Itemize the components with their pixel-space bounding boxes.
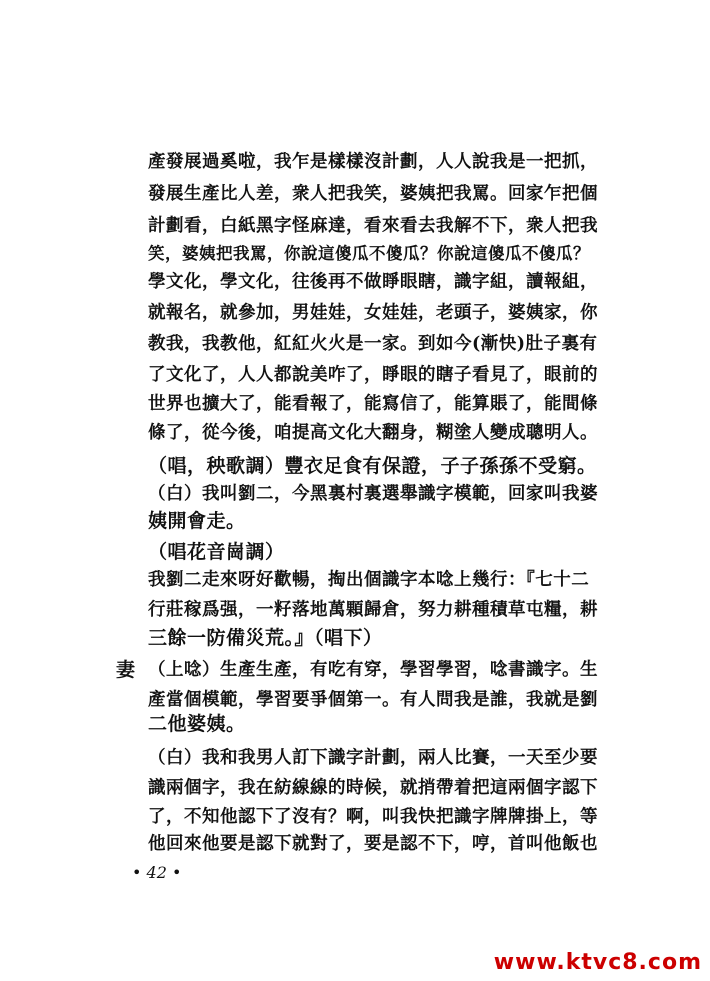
text-line-18: （上唸）生產生產，有吃有穿，學習學習，唸書識字。生 (148, 660, 598, 680)
text-line-6: 就報名，就參加，男娃娃，女娃娃，老頭子，婆姨家，你 (148, 303, 598, 323)
text-line-10: 條了，從今後，咱提高文化大翻身，糊塗人變成聰明人。 (148, 423, 598, 443)
text-line-23: 了，不知他認下了沒有？啊，叫我快把識字牌牌掛上，等 (148, 807, 598, 827)
text-line-4: 笑，婆姨把我罵，你說這傻瓜不傻瓜？你說這傻瓜不傻瓜？ (148, 244, 590, 263)
text-line-24: 他回來他要是認下就對了，要是認不下，哼，首叫他飯也 (148, 834, 598, 854)
text-line-15: 我劉二走來呀好歡暢，掏出個識字本唸上幾行：『七十二 (148, 570, 590, 590)
text-line-11: （唱，秧歌調）豐衣足食有保證，子子孫孫不受窮。 (148, 455, 597, 477)
text-line-22: 識兩個字，我在紡線線的時候，就捎帶着把這兩個字認下 (148, 778, 598, 798)
text-line-8: 了文化了，人人都說美咋了，睜眼的瞎子看見了，眼前的 (148, 365, 598, 385)
text-line-9: 世界也擴大了，能看報了，能寫信了，能算賬了，能間條 (148, 394, 598, 414)
text-line-1: 產發展過奚啦，我乍是樣樣沒計劃，人人說我是一把抓， (148, 152, 598, 172)
text-line-19: 產當個模範，學習要爭個第一。有人問我是誰，我就是劉 (148, 690, 598, 710)
text-line-21: （白）我和我男人訂下識字計劃，兩人比賽，一天至少要 (148, 748, 598, 768)
text-line-2: 發展生產比人差，衆人把我笑，婆姨把我罵。回家乍把個 (148, 184, 598, 204)
text-line-16: 行莊稼爲强，一籽落地萬顆歸倉，努力耕種積草屯糧，耕 (148, 600, 598, 620)
text-line-5: 學文化，學文化，往後再不做睜眼瞎，識字組，讀報組， (148, 272, 598, 292)
speaker-label: 妻 (116, 659, 136, 681)
text-line-12: （白）我叫劉二，今黑裏村裏選舉識字模範，回家叫我婆 (148, 484, 598, 504)
text-line-14: （唱花音崗調） (148, 541, 285, 563)
text-line-20: 二他婆姨。 (148, 713, 246, 735)
text-line-17: 三餘一防備災荒。』（唱下） (148, 627, 383, 649)
text-line-13: 姨開會走。 (148, 510, 246, 532)
page-number: • 42 • (132, 863, 182, 882)
watermark: www.ktvc8.com (493, 950, 702, 975)
text-line-3: 計劃看，白紙黑字怪麻達，看來看去我解不下，衆人把我 (148, 216, 598, 236)
text-line-7: 教我，我教他，紅紅火火是一家。到如今(漸快)肚子裏有 (148, 334, 598, 354)
